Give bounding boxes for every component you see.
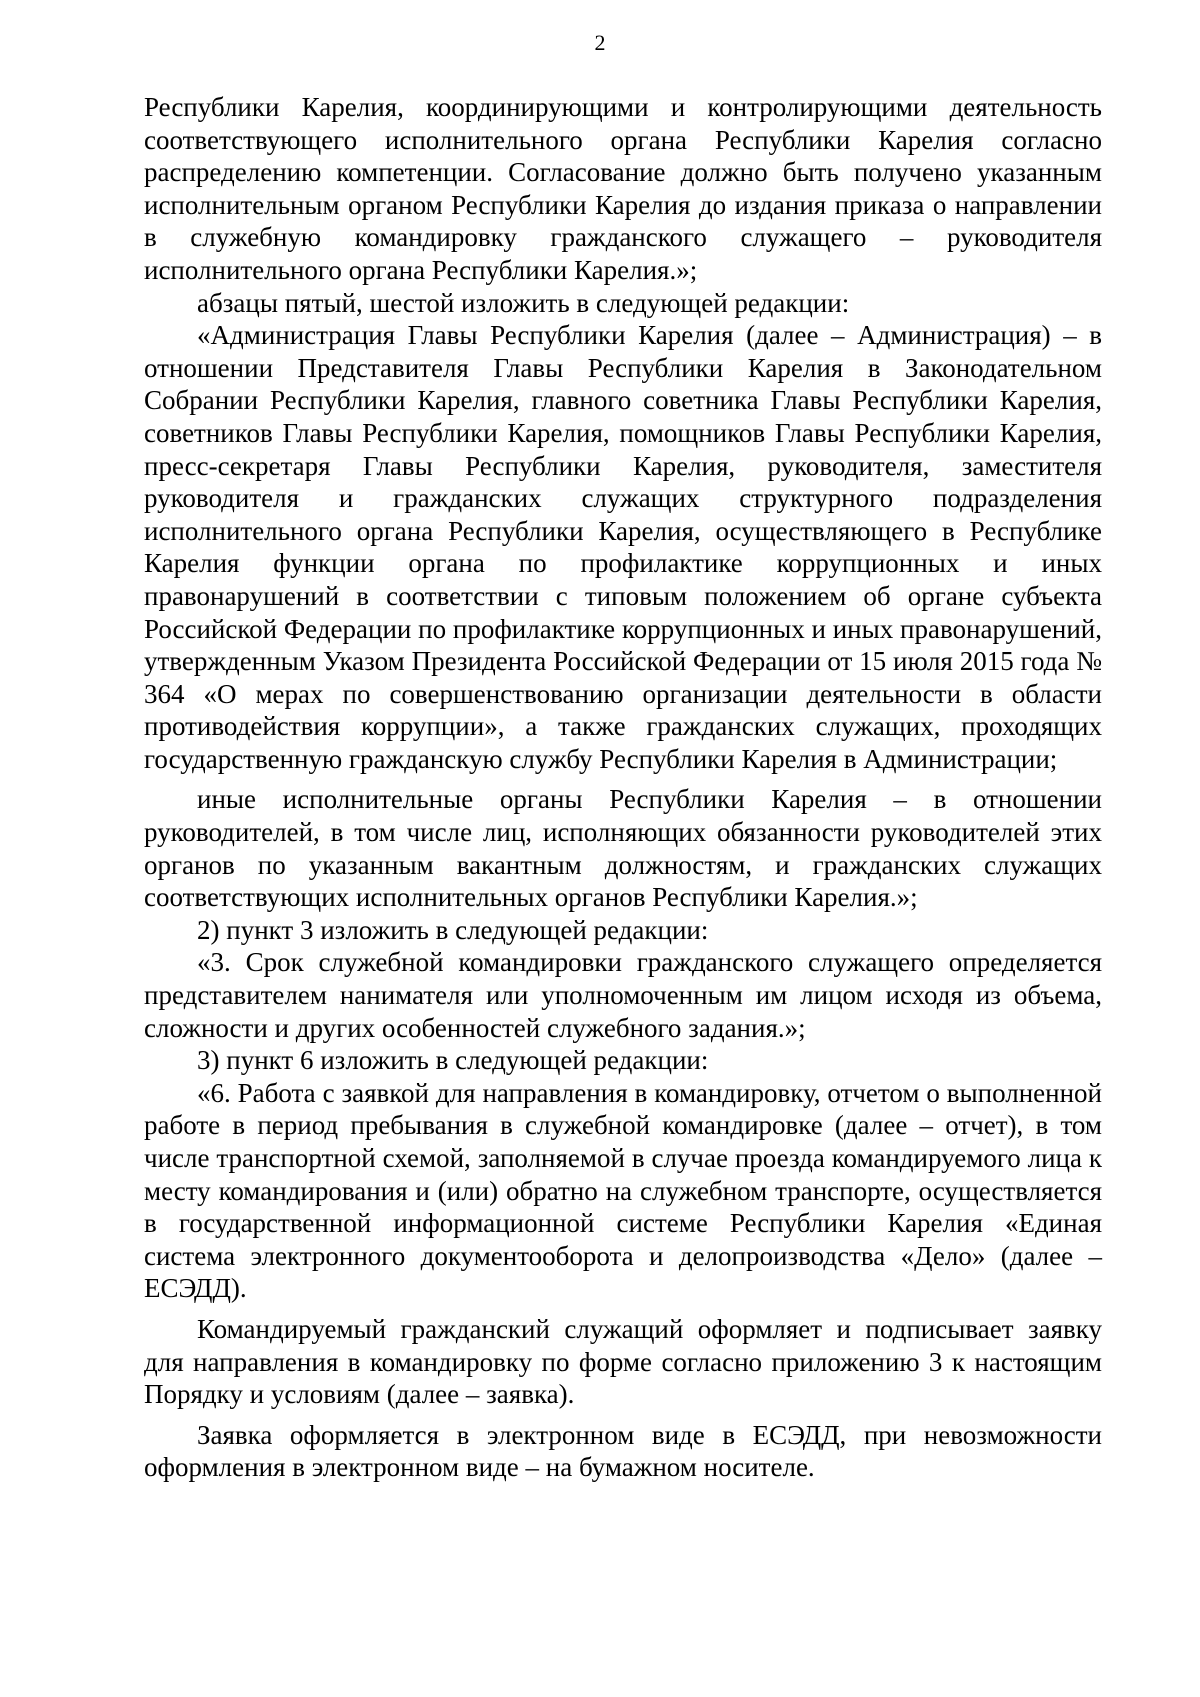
paragraph-item-2: 2) пункт 3 изложить в следующей редакции: [197,914,709,945]
document-body [144,91,1102,1484]
paragraph-clause-3: «3. Срок служебной командировки гражданского служащего определяется представителем нанимателя или уполномоченным им лицом исходя из объема, сложности и других особенностей служебного задания.»; [144,947,1102,1043]
paragraph-electronic-form: Заявка оформляется в электронном виде в ЕСЭДД, при невозможности оформления в электронном виде – на бумажном носителе. [144,1419,1102,1483]
paragraph-item-3: 3) пункт 6 изложить в следующей редакции: [197,1045,709,1076]
paragraph-administration: «Администрация Главы Республики Карелия (далее – Администрация) – в отношении Представителя Главы Республики Карелия в Законодательном Собрании Республики Карелия, главного советника Главы Республики Карелия, советников Главы Республики Карелия, помощников Главы Республики Карелия, пресс-секретаря Главы Республики Карелия, руководителя, заместителя руководителя и гражданских служащих структурного подразделения исполнительного органа Республики Карелия, осуществляющего в Республике Карелия функции органа по профилактике коррупционных и иных правонарушений в соответствии с типовым положением об органе субъекта Российской Федерации по профилактике коррупционных и иных правонарушений, утвержденным Указом Президента Российской Федерации от 15 июля 2015 года № 364 «О мерах по совершенствованию организации деятельности в области противодействия коррупции», а также гражданских служащих, проходящих государственную гражданскую службу Республики Карелия в Администрации; [144,320,1102,774]
paragraph-continuation: Республики Карелия, координирующими и контролирующими деятельность соответствующего исполнительного органа Республики Карелия согласно распределению компетенции. Согласование должно быть получено указанным исполнительным органом Республики Карелия до издания приказа о направлении в служебную командировку гражданского служащего – руководителя исполнительного органа Республики Карелия.»; [144,92,1102,285]
paragraph-amendment-intro: абзацы пятый, шестой изложить в следующей редакции: [197,287,850,318]
paragraph-other-organs: иные исполнительные органы Республики Карелия – в отношении руководителей, в том числе лиц, исполняющих обязанности руководителей этих органов по указанным вакантным должностям, и гражданских служащих соответствующих исполнительных органов Республики Карелия.»; [144,784,1102,913]
page-number: 2 [594,30,606,55]
paragraph-clause-6: «6. Работа с заявкой для направления в командировку, отчетом о выполненной работе в период пребывания в служебной командировке (далее – отчет), в том числе транспортной схемой, заполняемой в случае проезда командируемого лица к месту командирования и (или) обратно на служебном транспорте, осуществляется в государственной информационной системе Республики Карелия «Единая система электронного документооборота и делопроизводства «Дело» (далее – ЕСЭДД). [144,1077,1102,1304]
paragraph-application-form: Командируемый гражданский служащий оформляет и подписывает заявку для направления в командировку по форме согласно приложению 3 к настоящим Порядку и условиям (далее – заявка). [144,1313,1102,1410]
